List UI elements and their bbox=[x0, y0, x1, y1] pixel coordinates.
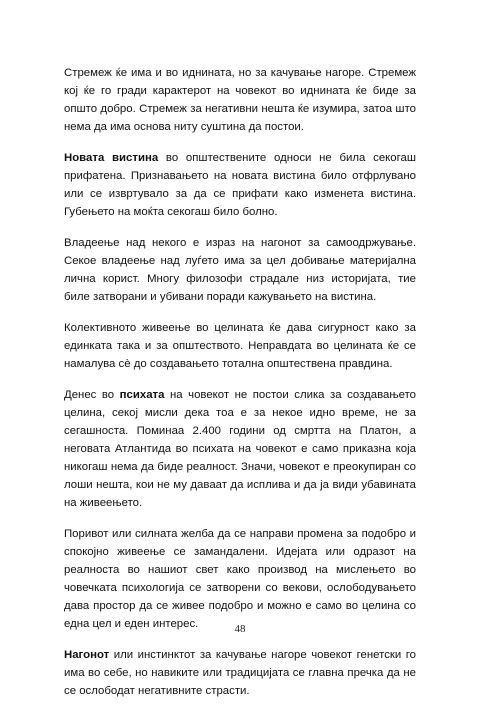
paragraph-5-text: Денес во bbox=[64, 389, 120, 401]
paragraph-6 bbox=[64, 525, 416, 633]
paragraph-6-text: Поривот или силната желба да се направи промена за подобро и спокојно живеење се замандалени. Идејата или одразот на реалноста во нашиот свет како производ на мислењето во човечката психологија се затворени со векови, ослободувањето дава простор да се живее подобро и можно е само во целина со една цел и еден интерес. bbox=[64, 528, 416, 630]
paragraph-5-bold: психата bbox=[119, 389, 165, 401]
paragraph-4-text: Колективното живеење во целината ќе дава сигурност како за единката така и за општеството. Неправдата во целината ќе се намалува сè до создавањето тотална општествена правдина. bbox=[64, 322, 416, 370]
paragraph-7 bbox=[64, 646, 416, 700]
paragraph-2 bbox=[64, 149, 416, 221]
paragraph-1 bbox=[64, 64, 416, 136]
paragraph-5-text-2: на човекот не постои слика за создавањето целина, секој мисли дека тоа е за некое идно време, не за сегашноста. Поминаа 2.400 години од смртта на Платон, а неговата Атлантида во психата на човекот е само приказна која никогаш нема да биде реалност. Значи, човекот е преокупиран со лоши нешта, кои не му даваат да исплива и да ја види убавината на живеењето. bbox=[64, 389, 416, 509]
paragraph-1-text: Стремеж ќе има и во иднината, но за качување нагоре. Стремеж кој ќе го гради карактерот на човекот во иднината ќе биде за општо добро. Стремеж за негативни нешта ќе изумира, затоа што нема да има основа ниту суштина да постои. bbox=[64, 67, 416, 133]
paragraph-2-lead: Новата вистина bbox=[64, 152, 159, 164]
paragraph-7-text: или инстинктот за качување нагоре човекот генетски го има во себе, но навиките или традицијата се главна пречка да не се ослободат негативните страсти. bbox=[64, 649, 416, 697]
paragraph-2-text: во општествените односи не била секогаш прифатена. Признавањето на новата вистина било отфрлувано или се извртувало за да се прифати како изменета вистина. Губењето на моќта секогаш било болно. bbox=[64, 152, 416, 218]
page-number: 48 bbox=[234, 623, 246, 635]
paragraph-7-lead: Нагонот bbox=[64, 649, 110, 661]
paragraph-5 bbox=[64, 386, 416, 512]
paragraph-3 bbox=[64, 234, 416, 306]
paragraph-3-text: Владеење над некого е израз на нагонот за самоодржување. Секое владеење над луѓето има за цел добивање материјална лична корист. Многу филозофи страдале низ историјата, тие биле затворани и убивани поради кажувањето на вистина. bbox=[64, 237, 416, 303]
document-page bbox=[64, 64, 416, 713]
paragraph-4 bbox=[64, 319, 416, 373]
